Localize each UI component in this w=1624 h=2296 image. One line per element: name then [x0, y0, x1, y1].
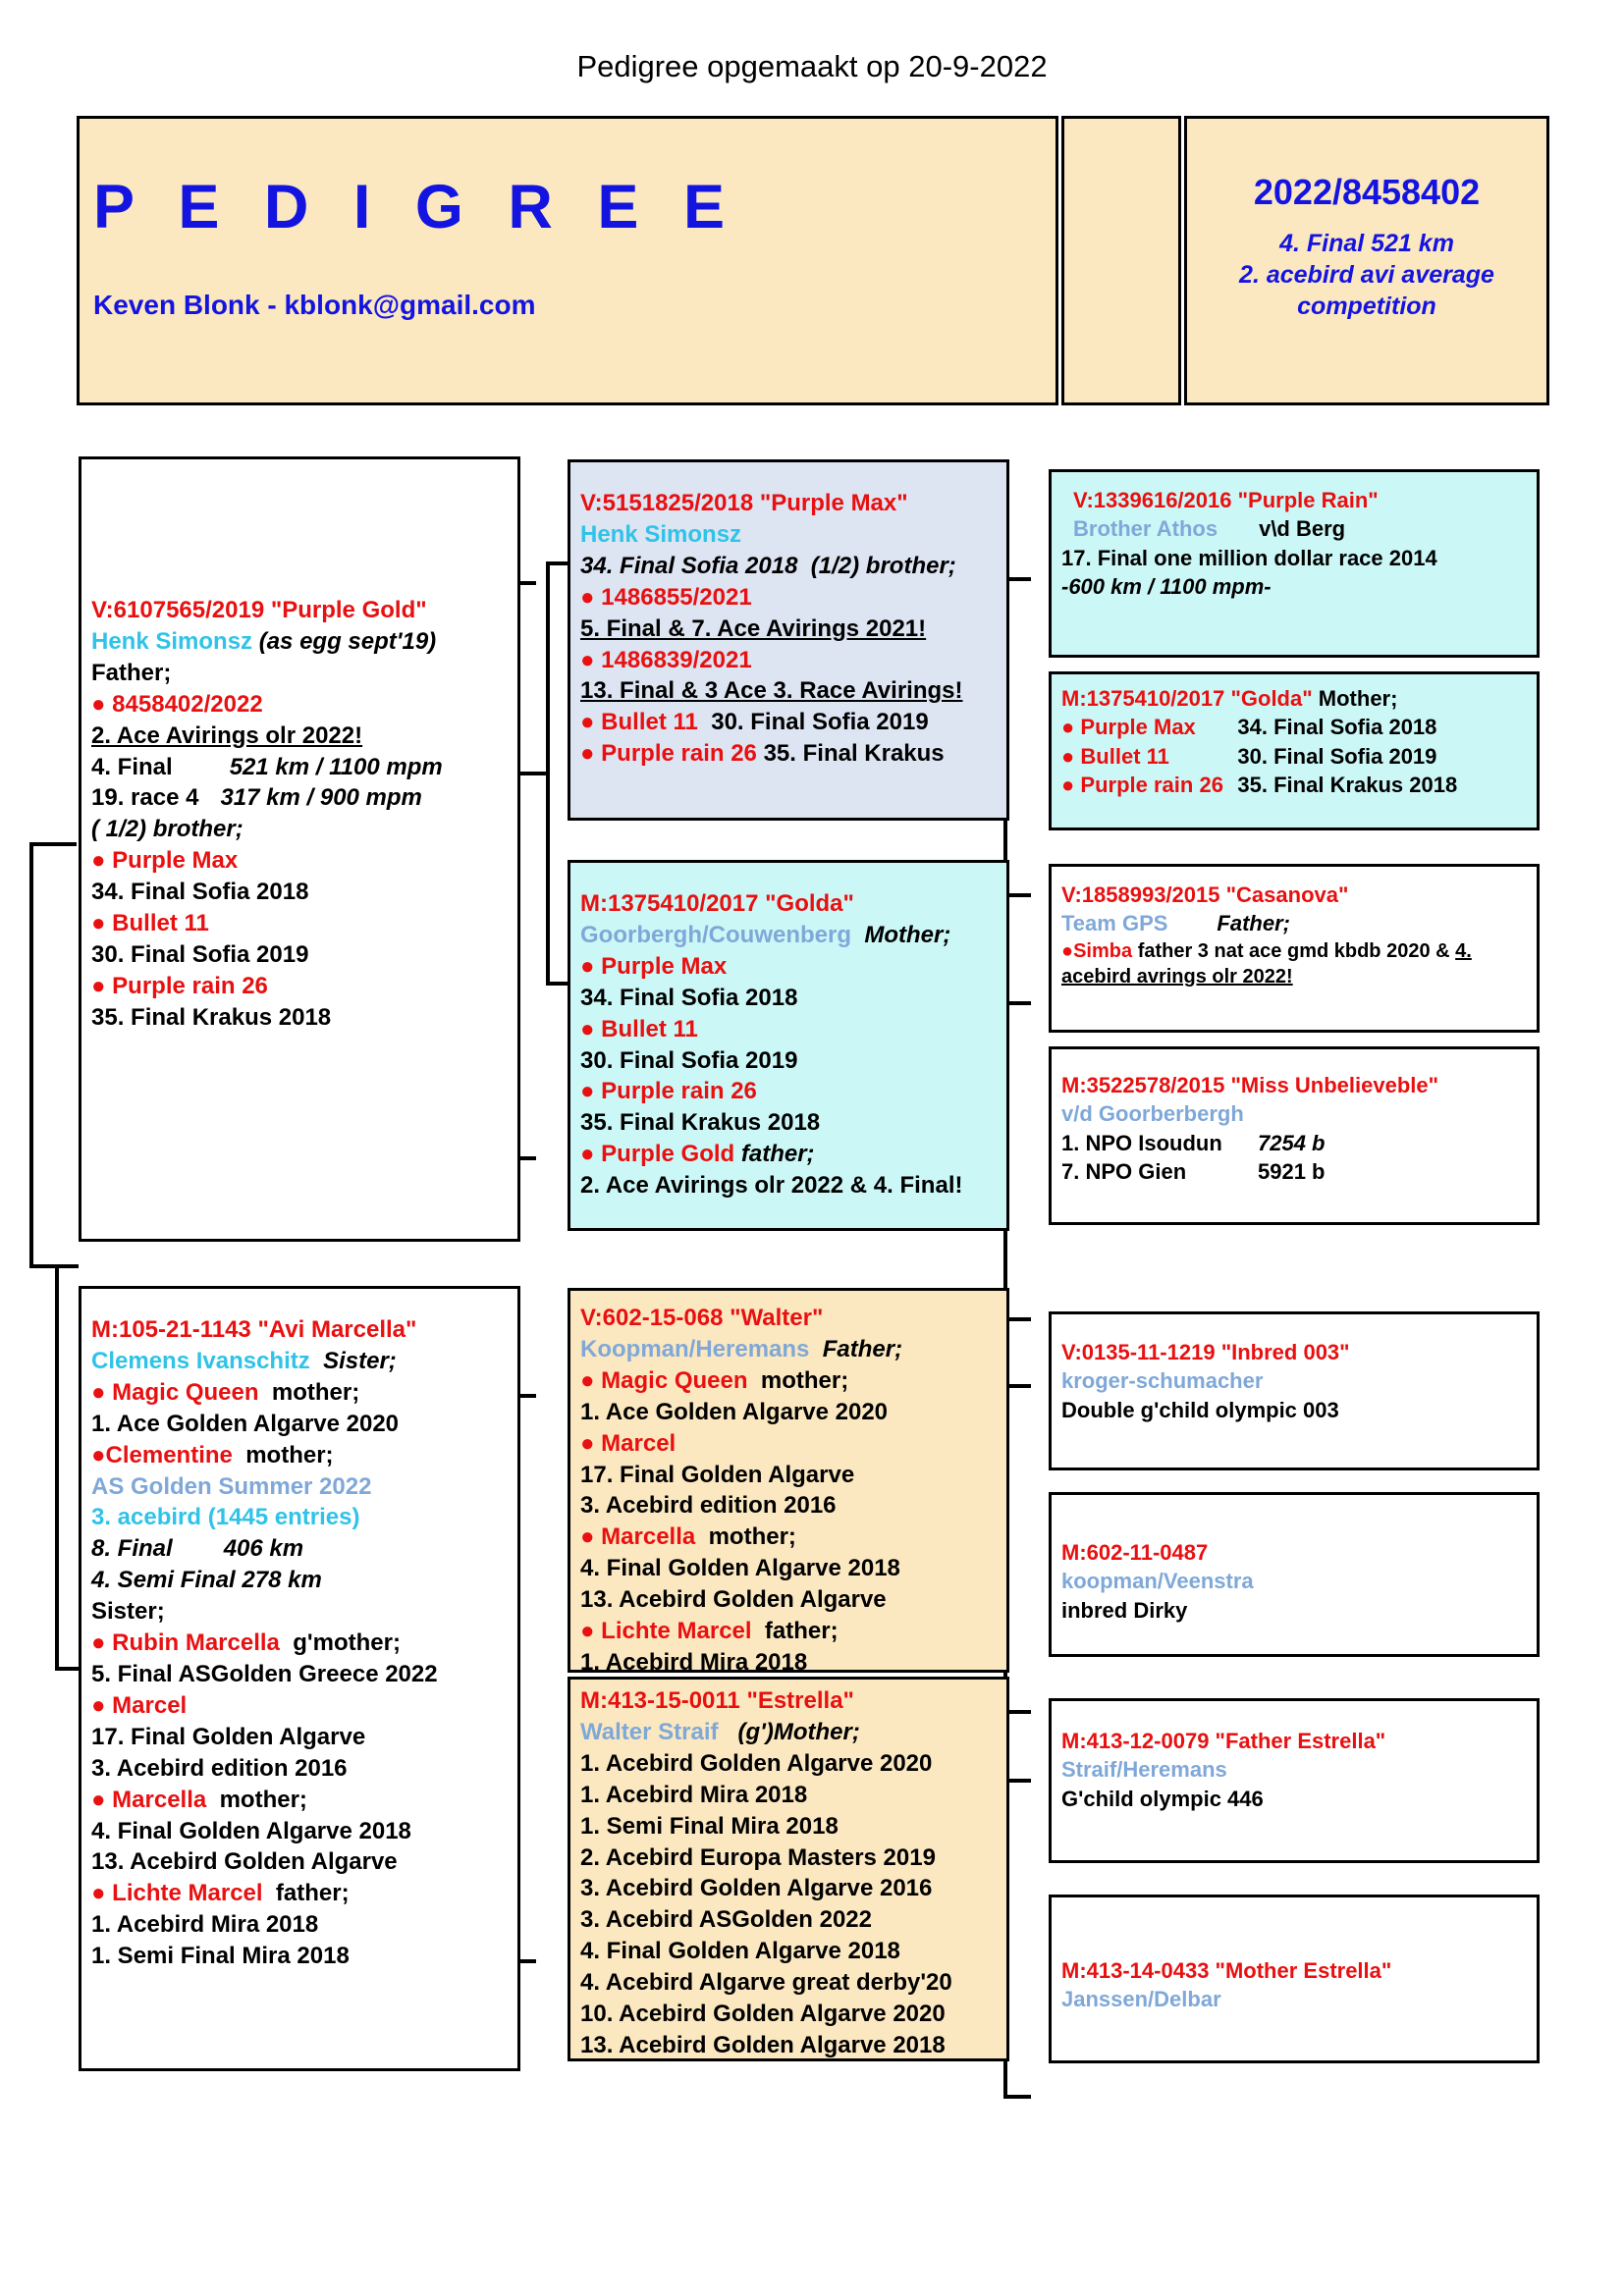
detail-line: 5921 b — [1258, 1158, 1326, 1184]
detail-line: 406 km — [223, 1535, 304, 1563]
breeder-name: kroger-schumacher — [1061, 1368, 1264, 1394]
achievement-line-3: competition — [1297, 293, 1436, 320]
breeder-name: v/d Goorberbergh — [1061, 1101, 1244, 1127]
pedigree-box-purple-gold[interactable]: V:6107565/2019 "Purple Gold" Henk Simonsz (as egg sept'19) Father; ● 8458402/2022 2. Ace Avirings olr 2022! 4. Final 521 km / 1100 mpm 19. race 4 317 km / 900 mpm ( 1/2) brother; ● Purple Max 34. Final Sofia 2018 ● Bullet 11 30. Final Sofia 2019 ● Purple rain 26 35. Final Krakus 2018 — [79, 456, 520, 1242]
detail-line: Bullet 11 — [601, 709, 698, 736]
detail-line: 7254 b — [1258, 1130, 1326, 1155]
pedigree-box-inbred-003[interactable] — [1049, 1311, 1540, 1470]
detail-line: ( 1/2) — [91, 816, 147, 843]
pedigree-box-estrella[interactable] — [568, 1677, 1009, 2061]
breeder-name: Goorbergh/Couwenberg — [580, 921, 851, 948]
breeder-name-2: v\d Berg — [1259, 516, 1346, 542]
detail-line: 17. Final Golden Algarve — [580, 1461, 855, 1488]
detail-line: 3. acebird (1445 entries) — [91, 1504, 360, 1531]
role-label: Father; — [1217, 911, 1290, 936]
detail-line: 13. Acebird Golden Algarve — [91, 1848, 398, 1876]
detail-line: 35. Final Krakus 2018 — [91, 1003, 332, 1031]
pedigree-box-father-estrella[interactable] — [1049, 1698, 1540, 1863]
detail-line: 317 km / 900 mpm — [220, 784, 422, 812]
detail-line: Marcella — [112, 1786, 207, 1813]
breeder-note: (as egg sept'19) — [258, 627, 437, 655]
detail-line: 1. Ace Golden Algarve 2020 — [91, 1410, 400, 1437]
detail-line: 2. Ace Avirings olr 2022 & 4. Final! — [580, 1172, 963, 1200]
detail-line: 4. Final Golden Algarve 2018 — [580, 1555, 900, 1582]
detail-line: AS Golden Summer 2022 — [91, 1472, 372, 1500]
detail-line: Purple Max — [112, 847, 239, 875]
role-label: Sister; — [323, 1347, 397, 1374]
detail-line: Purple rain 26 — [601, 740, 757, 768]
achievement-line-2: 2. acebird avi average — [1239, 261, 1494, 289]
detail-line: 1. Semi Final Mira 2018 — [580, 1812, 839, 1840]
breeder-name: Janssen/Delbar — [1061, 1987, 1221, 2012]
pedigree-box-walter[interactable]: V:602-15-068 "Walter" Koopman/Heremans Father; ● Magic Queen mother; 1. Ace Golden Algarve 2020 ● Marcel 17. Final Golden Algarve 3. Acebird edition 2016 ● Marcella mother; 4. Final Golden Algarve 2018 13. Acebird Golden Algarve ● Lichte Marcel father; 1. Acebird Mira 2018 — [568, 1288, 1009, 1673]
breeder-name: Team GPS — [1061, 911, 1168, 936]
detail-line: brother; — [152, 816, 244, 843]
detail-line: 17. Final one million dollar race 2014 — [1061, 545, 1437, 570]
breeder-name: Brother Athos — [1073, 516, 1218, 542]
detail-line: mother; — [271, 1378, 360, 1406]
connector — [29, 1264, 79, 1268]
role-label: Mother; — [864, 921, 951, 948]
connector — [1003, 2095, 1031, 2099]
detail-line: 4. Final Golden Algarve 2018 — [91, 1817, 411, 1844]
breeder-name: Koopman/Heremans — [580, 1335, 810, 1362]
pedigree-box-golda-right[interactable]: M:1375410/2017 "Golda" Mother; ● Purple Max 34. Final Sofia 2018 ● Bullet 11 30. Final Sofia 2019 ● Purple rain 26 35. Final Krakus 2018 — [1049, 671, 1540, 830]
detail-line: 521 km / 1100 mpm — [229, 753, 443, 780]
detail-line: Double g'child olympic 003 — [1061, 1397, 1339, 1422]
detail-line: 4. Final Golden Algarve 2018 — [580, 1938, 900, 1965]
detail-line: Purple Max — [1080, 715, 1196, 740]
detail-line: 3. Acebird ASGolden 2022 — [580, 1906, 872, 1934]
detail-line: (1/2) brother; — [810, 552, 956, 579]
detail-line: 4. Semi Final 278 km — [91, 1567, 322, 1594]
detail-line: 1. Acebird Mira 2018 — [91, 1911, 319, 1939]
detail-line: Lichte Marcel — [601, 1618, 752, 1645]
connector — [29, 842, 33, 1268]
detail-line: 5. Final & 7. Ace Avirings 2021! — [580, 614, 927, 642]
role-label: Father; — [822, 1335, 903, 1362]
detail-line: Sister; — [91, 1598, 165, 1626]
pedigree-heading: P E D I G R E E — [93, 173, 738, 241]
role-label: (g')Mother; — [737, 1718, 860, 1745]
ring-id: M:1375410/2017 "Golda" — [1061, 686, 1313, 711]
pedigree-box-koopman-veenstra[interactable] — [1049, 1492, 1540, 1657]
detail-line: 13. Acebird Golden Algarve — [580, 1586, 887, 1614]
owner-contact: Keven Blonk - kblonk@gmail.com — [93, 290, 536, 320]
detail-line: 34. Final Sofia 2018 — [580, 984, 798, 1011]
detail-line: 1. Semi Final Mira 2018 — [91, 1943, 350, 1970]
detail-line: mother; — [219, 1786, 307, 1813]
detail-line: Purple Gold — [601, 1141, 735, 1168]
detail-line: mother; — [708, 1523, 796, 1551]
detail-line: 3. Acebird edition 2016 — [91, 1754, 348, 1782]
detail-line: 8. Final — [91, 1535, 173, 1563]
detail-line: mother; — [760, 1366, 849, 1394]
detail-line: 4. Acebird Algarve great derby'20 — [580, 1969, 952, 1997]
detail-line: 3. Acebird edition 2016 — [580, 1492, 837, 1520]
pedigree-box-mother-estrella[interactable] — [1049, 1895, 1540, 2063]
detail-line: father; — [275, 1880, 350, 1907]
pedigree-box-casanova[interactable]: V:1858993/2015 "Casanova" Team GPS Father; ●Simba father 3 nat ace gmd kbdb 2020 & 4. acebird avrings olr 2022! — [1049, 864, 1540, 1033]
detail-line: 5. Final ASGolden Greece 2022 — [91, 1660, 438, 1687]
detail-line: Bullet 11 — [1080, 743, 1169, 769]
detail-line: Purple Max — [601, 952, 728, 980]
pedigree-box-avi-marcella[interactable]: M:105-21-1143 "Avi Marcella" Clemens Ivanschitz Sister; ● Magic Queen mother; 1. Ace Golden Algarve 2020 ●Clementine mother; AS Golden Summer 2022 3. acebird (1445 entries) 8. Final 406 km 4. Semi Final 278 km Sister; ● Rubin Marcella g'mother; 5. Final ASGolden Greece 2022 ● Marcel 17. Final Golden Algarve 3. Acebird edition 2016 ● Marcella mother; 4. Final Golden Algarve 2018 13. Acebird Golden Algarve ● Lichte Marcel father; 1. Acebird Mira 2018 1. Semi Final Mira 2018 — [79, 1286, 520, 2071]
detail-line: 1. Acebird Mira 2018 — [580, 1781, 808, 1808]
ring-id: M:1375410/2017 "Golda" — [580, 890, 854, 917]
header-spacer-box — [1061, 116, 1181, 405]
achievement-line-1: 4. Final 521 km — [1279, 230, 1454, 257]
detail-line: 2. Acebird Europa Masters 2019 — [580, 1843, 936, 1871]
detail-line: Marcel — [601, 1429, 677, 1457]
detail-line: 30. Final Sofia 2019 — [1237, 743, 1437, 769]
detail-line: 1. NPO Isoudun — [1061, 1130, 1222, 1155]
detail-line: 30. Final Sofia 2019 — [580, 1046, 798, 1074]
detail-line: 2. Ace Avirings olr 2022! — [91, 721, 363, 749]
detail-line: G'child olympic 446 — [1061, 1786, 1264, 1811]
detail-line: Simba — [1073, 939, 1133, 962]
detail-line: 8458402/2022 — [112, 690, 263, 718]
breeder-name: Straif/Heremans — [1061, 1757, 1227, 1783]
ring-id: M:105-21-1143 "Avi Marcella" — [91, 1316, 417, 1343]
ring-id: V:6107565/2019 "Purple Gold" — [91, 597, 427, 623]
detail-line: 4. Final — [91, 753, 173, 780]
breeder-name: Henk Simonsz — [580, 520, 742, 548]
detail-line: 34. Final Sofia 2018 — [91, 879, 309, 906]
ring-id: M:413-15-0011 "Estrella" — [580, 1687, 854, 1714]
detail-line: g'mother; — [293, 1629, 401, 1657]
pedigree-box-purple-rain[interactable] — [1049, 469, 1540, 658]
detail-line: 17. Final Golden Algarve — [91, 1723, 366, 1750]
detail-line: 35. Final Krakus 2018 — [580, 1109, 821, 1137]
detail-line: 1. Acebird Golden Algarve 2020 — [580, 1749, 933, 1777]
connector — [29, 842, 77, 846]
ring-id: M:3522578/2015 "Miss Unbelieveble" — [1061, 1073, 1439, 1097]
detail-line: 1486839/2021 — [601, 646, 752, 673]
ring-id: M:413-14-0433 "Mother Estrella" — [1061, 1958, 1392, 1983]
detail-line: 7. NPO Gien — [1061, 1158, 1187, 1184]
connector — [57, 1667, 79, 1671]
ring-id: V:1339616/2016 "Purple Rain" — [1073, 488, 1379, 512]
pedigree-box-miss-unbelieveble[interactable] — [1049, 1046, 1540, 1225]
detail-line: Purple rain 26 — [1080, 772, 1223, 797]
achievements — [1194, 228, 1540, 322]
detail-line: 19. race 4 — [91, 784, 199, 812]
detail-line: acebird avrings olr 2022! — [1061, 966, 1293, 988]
detail-line: Marcella — [601, 1523, 696, 1551]
detail-line: 30. Final Sofia 2019 — [711, 709, 929, 736]
detail-line: 34. Final Sofia 2018 — [580, 552, 798, 579]
detail-line: 1486855/2021 — [601, 583, 752, 611]
detail-line: -600 km / 1100 mpm- — [1061, 573, 1272, 599]
detail-line: Magic Queen — [601, 1366, 748, 1394]
detail-line: 1. Ace Golden Algarve 2020 — [580, 1398, 889, 1425]
ring-id: V:1858993/2015 "Casanova" — [1061, 882, 1349, 907]
detail-line: inbred Dirky — [1061, 1597, 1188, 1623]
detail-line: father; — [740, 1141, 815, 1168]
connector — [55, 1264, 59, 1671]
role-label: Mother; — [1318, 686, 1398, 711]
detail-line: father; — [764, 1618, 839, 1645]
breeder-name: Henk Simonsz — [91, 627, 253, 655]
detail-line: 30. Final Sofia 2019 — [91, 940, 309, 968]
breeder-name: koopman/Veenstra — [1061, 1569, 1254, 1594]
detail-line: 35. Final Krakus — [763, 740, 945, 768]
detail-line: 1. Acebird Mira 2018 — [580, 1648, 808, 1673]
breeder-name: Walter Straif — [580, 1718, 719, 1745]
detail-line: 35. Final Krakus 2018 — [1237, 772, 1458, 797]
header-title-box — [77, 116, 1058, 405]
ring-id: V:5151825/2018 "Purple Max" — [580, 490, 908, 516]
detail-line: Purple rain 26 — [601, 1078, 757, 1105]
breeder-name: Clemens Ivanschitz — [91, 1347, 310, 1374]
detail-line: Clementine — [105, 1441, 233, 1468]
ring-id: V:602-15-068 "Walter" — [580, 1305, 824, 1331]
ring-number: 2022/8458402 — [1253, 172, 1481, 212]
detail-line: Lichte Marcel — [112, 1880, 263, 1907]
detail-line: Magic Queen — [112, 1378, 259, 1406]
ring-id: M:413-12-0079 "Father Estrella" — [1061, 1729, 1386, 1753]
ring-id: V:0135-11-1219 "Inbred 003" — [1061, 1340, 1350, 1364]
detail-line: 3. Acebird Golden Algarve 2016 — [580, 1875, 933, 1902]
page-title: Pedigree opgemaakt op 20-9-2022 — [576, 49, 1048, 83]
detail-line: Marcel — [112, 1691, 188, 1719]
pedigree-box-purple-max[interactable]: V:5151825/2018 "Purple Max" Henk Simonsz 34. Final Sofia 2018 (1/2) brother; ● 1486855/2021 5. Final & 7. Ace Avirings 2021! ● 1486839/2021 13. Final & 3 Ace 3. Race Avirings! ● Bullet 11 30. Final Sofia 2019 ● Purple rain 26 35. Final Krakus — [568, 459, 1009, 821]
detail-line: Purple rain 26 — [112, 972, 268, 999]
detail-line: 13. Final & 3 Ace 3. Race Avirings! — [580, 677, 963, 705]
detail-line: father 3 nat ace gmd kbdb 2020 & — [1137, 939, 1450, 962]
detail-line: mother; — [245, 1441, 334, 1468]
detail-line: 4. — [1455, 939, 1472, 962]
role-label: Father; — [91, 659, 172, 686]
detail-line: 13. Acebird Golden Algarve 2018 — [580, 2031, 946, 2058]
ring-id: M:602-11-0487 — [1061, 1540, 1209, 1565]
pedigree-box-golda-middle[interactable]: M:1375410/2017 "Golda" Goorbergh/Couwenberg Mother; ● Purple Max 34. Final Sofia 2018 ● Bullet 11 30. Final Sofia 2019 ● Purple rain 26 35. Final Krakus 2018 ● Purple Gold father; 2. Ace Avirings olr 2022 & 4. Final! — [568, 860, 1009, 1231]
detail-line: Rubin Marcella — [112, 1629, 280, 1657]
detail-line: 34. Final Sofia 2018 — [1237, 715, 1437, 740]
detail-line: Bullet 11 — [112, 910, 209, 937]
detail-line: 10. Acebird Golden Algarve 2020 — [580, 2001, 946, 2028]
detail-line: Bullet 11 — [601, 1015, 698, 1042]
